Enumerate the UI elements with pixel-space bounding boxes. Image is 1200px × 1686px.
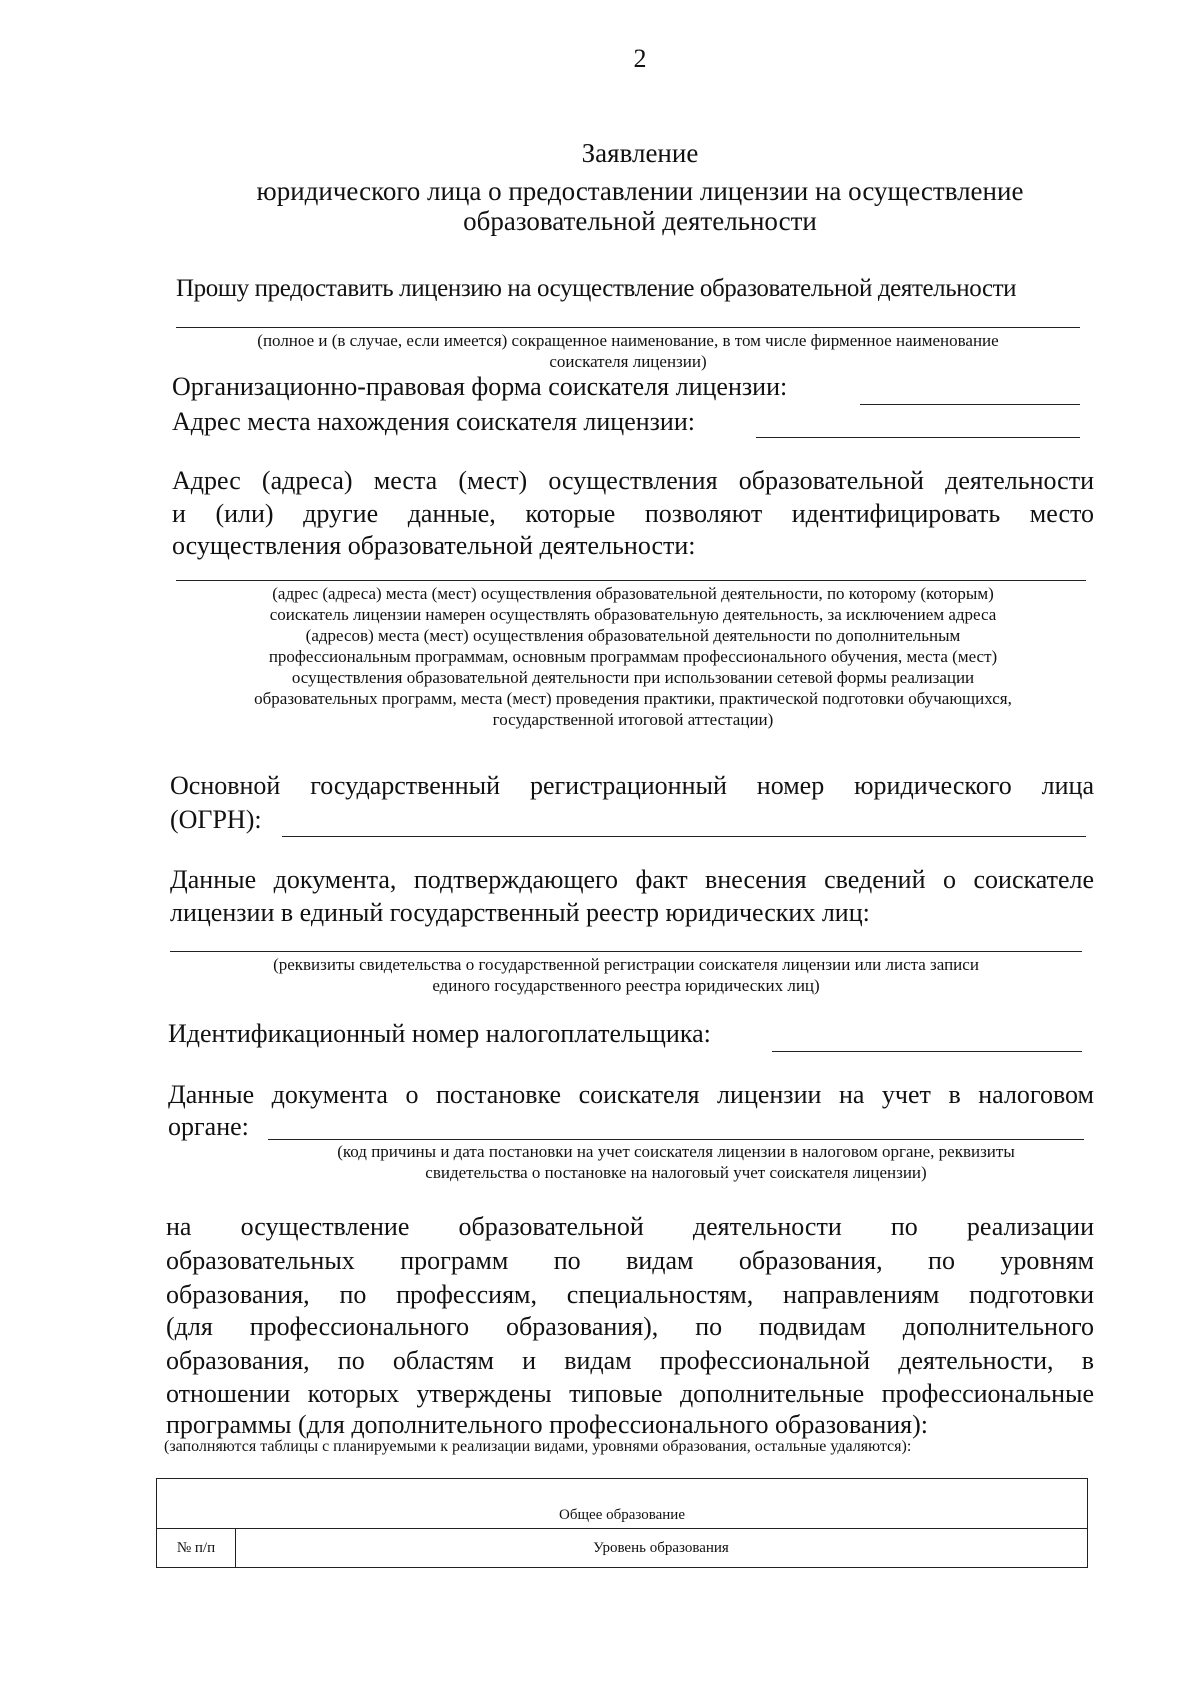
activity-note-line3: (адресов) места (мест) осуществления образовательной деятельности по дополнительным	[305, 626, 961, 645]
table-header-general-education: Общее образование	[157, 1479, 1087, 1529]
ogrn-label-line2: (ОГРН):	[170, 805, 262, 834]
tax-note-line2: свидетельства о постановке на налоговый учет соискателя лицензии)	[425, 1163, 927, 1182]
egrul-field-line[interactable]	[170, 951, 1082, 952]
purpose-line3: образования, по профессиям, специальностям, направлениям подготовки	[166, 1280, 1094, 1309]
egrul-note	[170, 954, 1082, 996]
document-subtitle-line2: образовательной деятельности	[463, 206, 817, 236]
activity-address-field-line[interactable]	[176, 580, 1086, 581]
table-col-education-level: Уровень образования	[593, 1539, 729, 1556]
activity-note-line1: (адрес (адреса) места (мест) осуществления образовательной деятельности, по которому (которым)	[272, 584, 994, 603]
document-title: Заявление	[581, 138, 699, 168]
name-note	[176, 330, 1080, 372]
ogrn-field-line[interactable]	[282, 836, 1086, 837]
name-field-line[interactable]	[176, 327, 1080, 328]
purpose-line6: отношении которых утверждены типовые дополнительные профессиональные	[166, 1379, 1094, 1408]
purpose-line7: программы (для дополнительного профессионального образования):	[166, 1410, 928, 1439]
activity-address-line3: осуществления образовательной деятельности:	[172, 531, 696, 560]
address-label: Адрес места нахождения соискателя лицензии:	[172, 407, 695, 436]
activity-address-line2: и (или) другие данные, которые позволяют идентифицировать место	[172, 499, 1094, 528]
document-subtitle-line1: юридического лица о предоставлении лицензии на осуществление	[256, 176, 1024, 206]
activity-note-line5: осуществления образовательной деятельности при использовании сетевой формы реализации	[291, 668, 975, 687]
purpose-line2: образовательных программ по видам образования, по уровням	[166, 1246, 1094, 1275]
activity-note-line2: соискатель лицензии намерен осуществлять образовательную деятельность, за исключением адреса	[269, 605, 997, 624]
ogrn-label-line1: Основной государственный регистрационный номер юридического лица	[170, 771, 1094, 800]
inn-field-line[interactable]	[772, 1051, 1082, 1052]
org-form-label: Организационно-правовая форма соискателя лицензии:	[172, 372, 788, 401]
egrul-label-line1: Данные документа, подтверждающего факт внесения сведений о соискателе	[170, 865, 1094, 894]
tax-field-line[interactable]	[268, 1139, 1084, 1140]
activity-note-line4: профессиональным программам, основным программам профессионального обучения, места (мест)	[268, 647, 998, 666]
page-number: 2	[633, 44, 647, 73]
general-education-table	[156, 1478, 1088, 1568]
address-field-line[interactable]	[756, 437, 1080, 438]
activity-note	[172, 583, 1094, 730]
purpose-line4: (для профессионального образования), по подвидам дополнительного	[166, 1312, 1094, 1341]
purpose-line5: образования, по областям и видам профессиональной деятельности, в	[166, 1346, 1094, 1375]
activity-note-line6: образовательных программ, места (мест) проведения практики, практической подготовки обучающихся,	[254, 689, 1012, 708]
activity-address-line1: Адрес (адреса) места (мест) осуществления образовательной деятельности	[172, 466, 1094, 495]
egrul-label-line2: лицензии в единый государственный реестр юридических лиц:	[170, 898, 870, 927]
name-note-line2: соискателя лицензии)	[549, 352, 707, 371]
tax-note-line1: (код причины и дата постановки на учет соискателя лицензии в налоговом органе, реквизиты	[337, 1142, 1015, 1161]
tax-note	[268, 1141, 1084, 1183]
activity-note-line7: государственной итоговой аттестации)	[492, 710, 774, 729]
org-form-field-line[interactable]	[860, 404, 1080, 405]
egrul-note-line2: единого государственного реестра юридических лиц)	[432, 976, 820, 995]
egrul-note-line1: (реквизиты свидетельства о государственной регистрации соискателя лицензии или листа записи	[273, 955, 979, 974]
table-col-number: № п/п	[157, 1529, 236, 1567]
inn-label: Идентификационный номер налогоплательщика:	[168, 1019, 711, 1048]
purpose-line1: на осуществление образовательной деятельности по реализации	[166, 1212, 1094, 1241]
name-note-line1: (полное и (в случае, если имеется) сокращенное наименование, в том числе фирменное наименование	[257, 331, 999, 350]
tax-label-line2: органе:	[168, 1112, 249, 1141]
request-line: Прошу предоставить лицензию на осуществление образовательной деятельности	[176, 275, 1017, 302]
tax-label-line1: Данные документа о постановке соискателя лицензии на учет в налоговом	[168, 1080, 1094, 1109]
fill-instruction: (заполняются таблицы с планируемыми к реализации видами, уровнями образования, остальные удаляются):	[164, 1438, 912, 1455]
